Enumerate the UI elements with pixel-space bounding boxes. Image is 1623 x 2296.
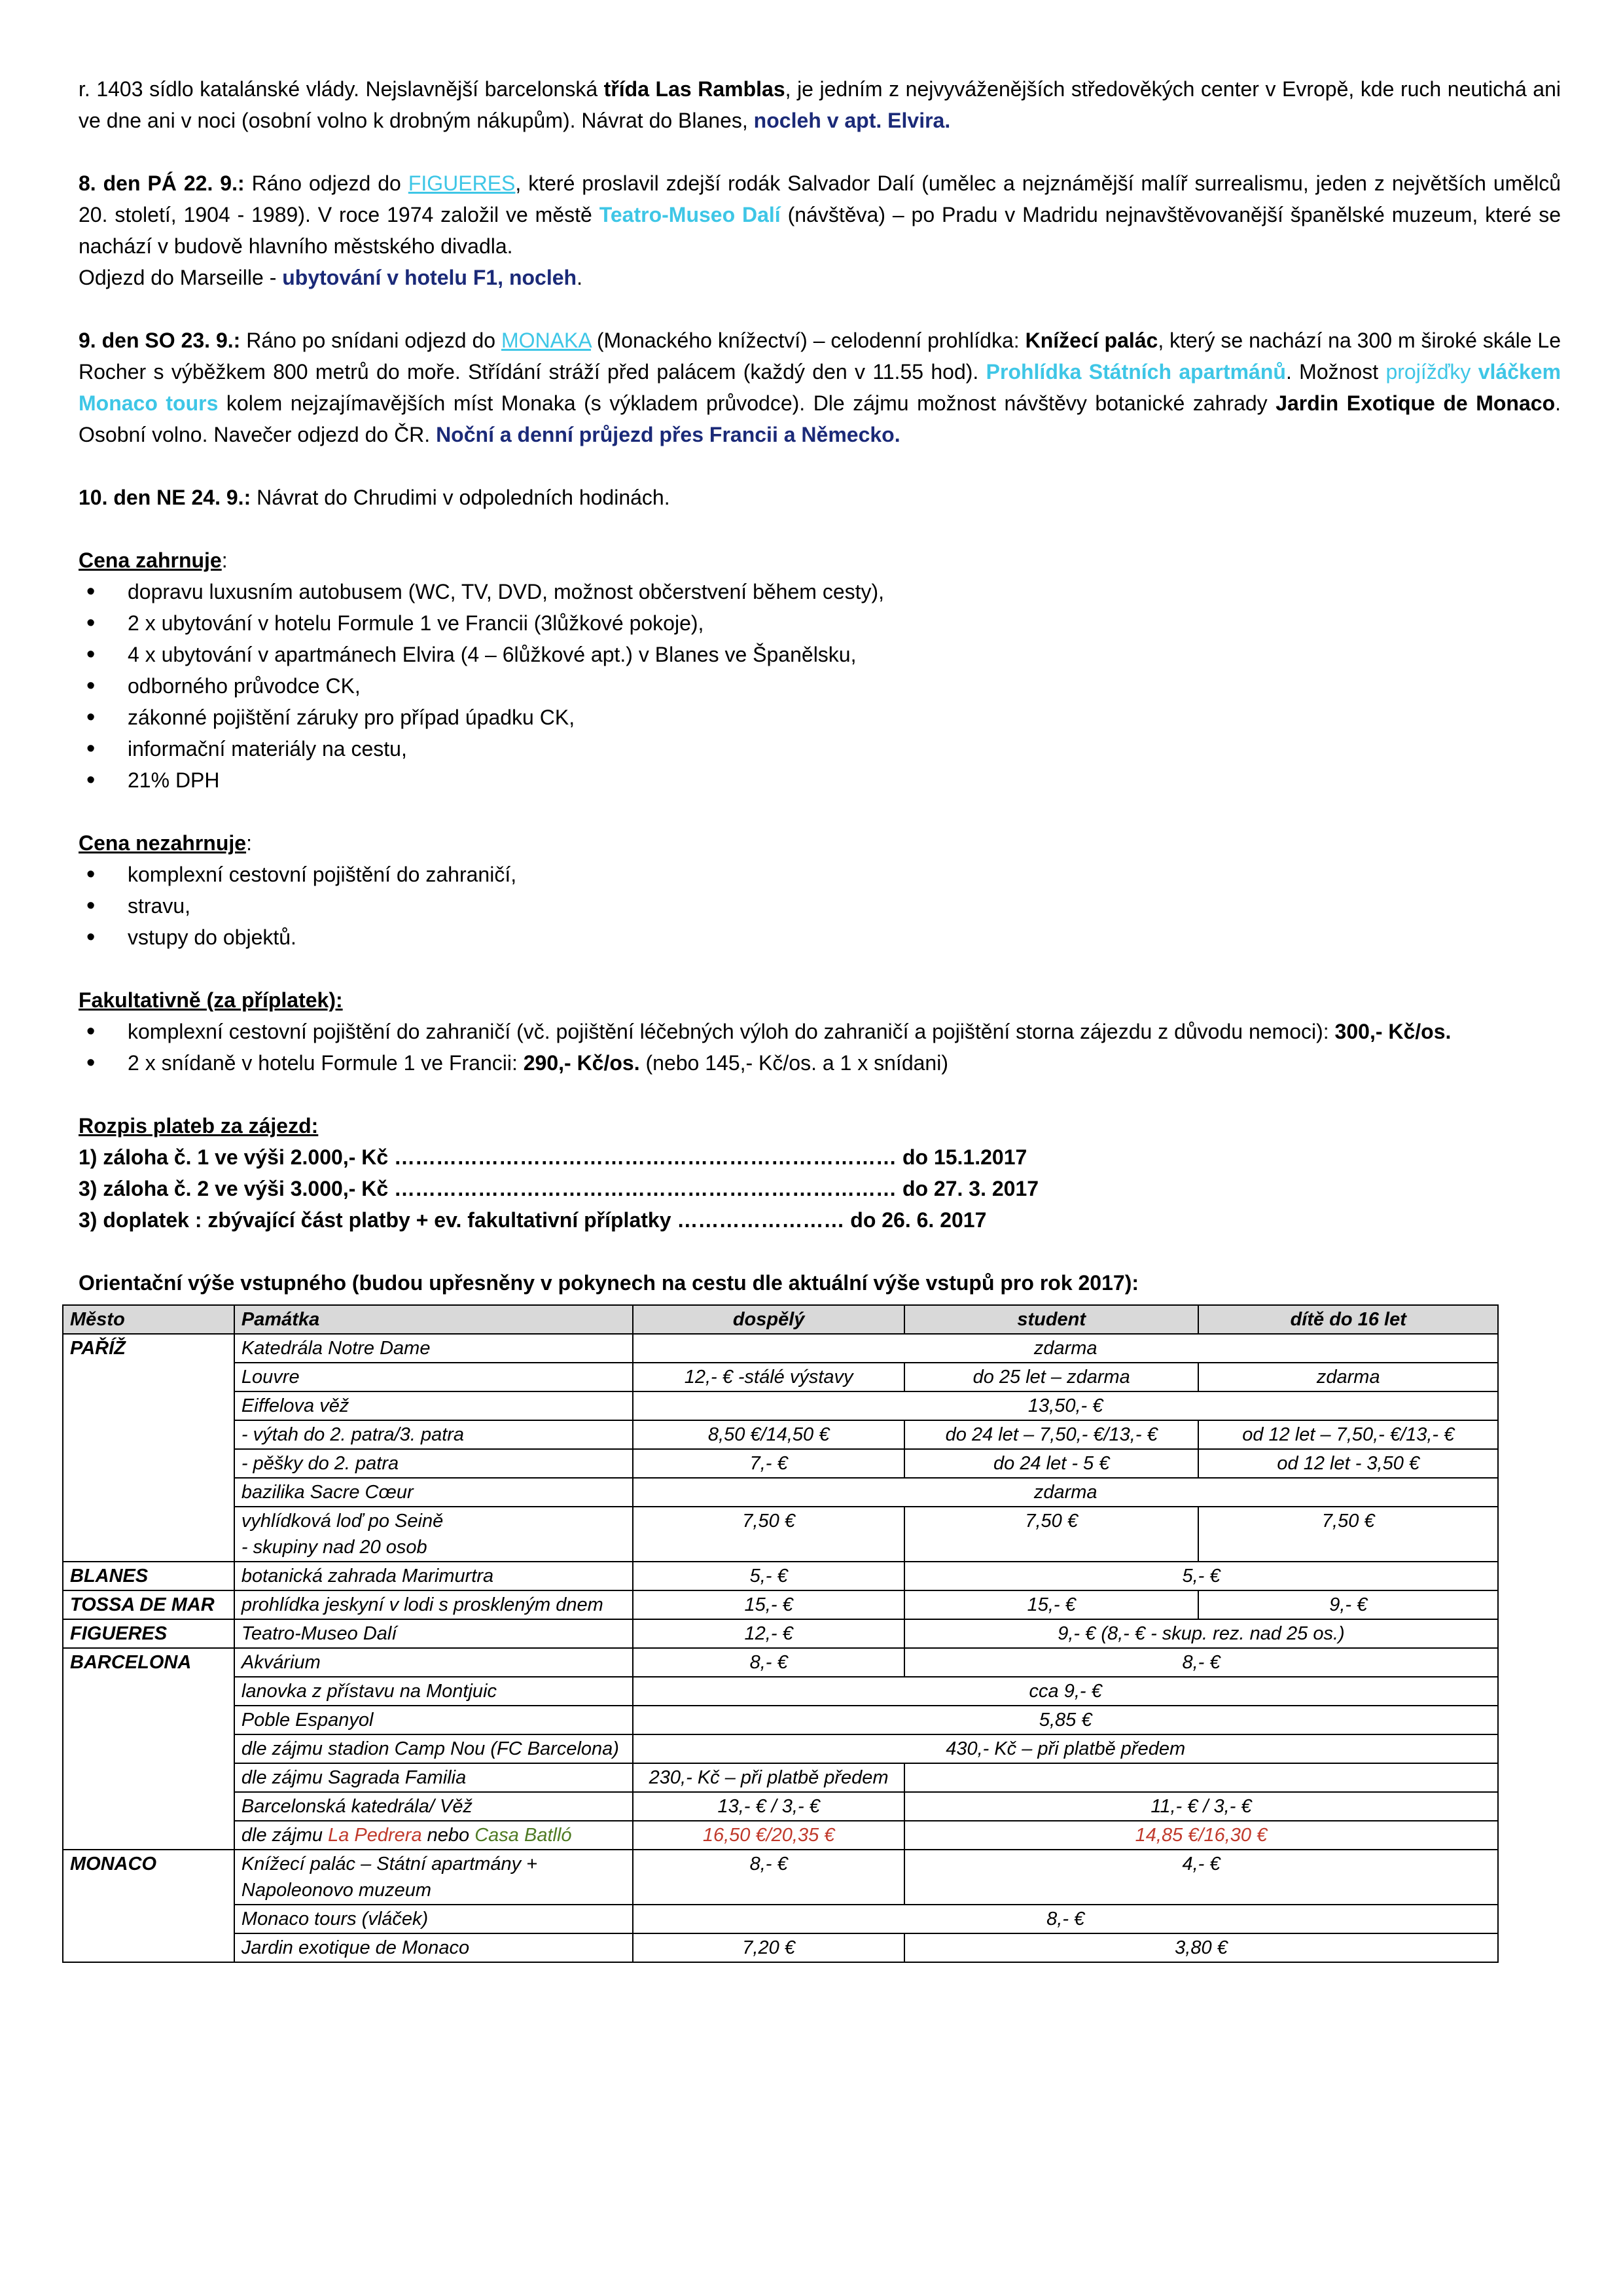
table-row <box>63 1391 1498 1420</box>
table-cell-empty <box>904 1763 1498 1792</box>
table-cell: Katedrála Notre Dame <box>234 1334 633 1363</box>
list-item: • vstupy do objektů. <box>79 922 1561 953</box>
list-item: • 21% DPH <box>79 764 1561 796</box>
table-row <box>63 1734 1498 1763</box>
included-heading <box>79 545 1561 576</box>
text-hotel-f1: ubytování v hotelu F1, nocleh <box>282 266 577 289</box>
text-transit: Noční a denní průjezd přes Francii a Německo. <box>436 423 901 446</box>
table-cell <box>904 1821 1498 1850</box>
table-cell: 9,- € <box>1198 1590 1498 1619</box>
included-list <box>79 576 1561 796</box>
table-row <box>63 1507 1498 1562</box>
table-cell: botanická zahrada Marimurtra <box>234 1562 633 1590</box>
text: , které proslavil zdejší rodák Salvador Dalí (umělec a nejznámější malíř surrealismu, jeden z největších umělců 20. století, 1904 - 1989). V roce 1974 založil ve městě <box>79 171 1561 226</box>
table-cell: Jardin exotique de Monaco <box>234 1933 633 1962</box>
list-item: • 4 x ubytování v apartmánech Elvira (4 – 6lůžkové apt.) v Blanes ve Španělsku, <box>79 639 1561 670</box>
header-city: Město <box>63 1305 234 1334</box>
text: . Osobní volno. Navečer odjezd do ČR. <box>79 391 1561 446</box>
cell-line: - skupiny nad 20 osob <box>241 1537 427 1558</box>
table-cell: 8,- € <box>633 1905 1498 1933</box>
table-row <box>63 1363 1498 1391</box>
table-cell: 3,80 € <box>904 1933 1498 1962</box>
table-cell: 4,- € <box>904 1850 1498 1905</box>
table-cell <box>234 1507 633 1562</box>
text: kolem nejzajímavějších míst Monaka (s výkladem průvodce). Dle zájmu možnost návštěvy botanické zahrady <box>218 391 1276 415</box>
table-cell: zdarma <box>1198 1363 1498 1391</box>
table-cell: 12,- € -stálé výstavy <box>633 1363 904 1391</box>
price: 300,- Kč/os. <box>1334 1020 1452 1043</box>
table-row <box>63 1648 1498 1677</box>
text: . Možnost <box>1285 360 1386 384</box>
text-casa-batllo: Casa Batlló <box>474 1825 572 1846</box>
text-nocleh: nocleh v apt. Elvira. <box>753 109 951 132</box>
payment-line: 3) doplatek : zbývající část platby + ev. fakultativní příplatky …………………… do 26. 6. 2017 <box>79 1208 987 1232</box>
cell-line: vyhlídková loď po Seině <box>241 1511 444 1532</box>
table-cell: bazilika Sacre Cœur <box>234 1478 633 1507</box>
day10-heading: 10. den NE 24. 9.: <box>79 486 251 509</box>
table-cell: od 12 let – 7,50,- €/13,- € <box>1198 1420 1498 1449</box>
day8-heading: 8. den PÁ 22. 9.: <box>79 171 245 195</box>
text-apartments: Prohlídka Státních apartmánů <box>986 360 1286 384</box>
text: komplexní cestovní pojištění do zahraničí (vč. pojištění léčebných výloh do zahraničí a pojištění storna zájezdu z důvodu nemoci): <box>128 1020 1335 1043</box>
table-cell: 7,20 € <box>633 1933 904 1962</box>
table-cell: 5,- € <box>904 1562 1498 1590</box>
table-row <box>63 1905 1498 1933</box>
table-cell: 15,- € <box>904 1590 1199 1619</box>
link-figueres[interactable]: FIGUERES <box>408 171 516 195</box>
link-monaka[interactable]: MONAKA <box>501 329 591 352</box>
table-row <box>63 1478 1498 1507</box>
optional-heading <box>79 984 1561 1016</box>
payment-title: Rozpis plateb za zájezd: <box>79 1114 319 1138</box>
table-cell: cca 9,- € <box>633 1677 1498 1706</box>
table-row <box>63 1706 1498 1734</box>
payment-line: 3) záloha č. 2 ve výši 3.000,- Kč ……………………………………………………………… do 27. 3. 2017 <box>79 1177 1039 1200</box>
table-cell: 8,- € <box>904 1648 1498 1677</box>
table-cell <box>633 1821 904 1850</box>
table-cell: zdarma <box>633 1478 1498 1507</box>
table-cell: 7,50 € <box>904 1507 1199 1562</box>
table-cell: 9,- € (8,- € - skup. rez. nad 25 os.) <box>904 1619 1498 1648</box>
table-cell: 8,50 €/14,50 € <box>633 1420 904 1449</box>
table-cell: 8,- € <box>633 1850 904 1905</box>
text-la-pedrera: La Pedrera <box>328 1825 422 1846</box>
table-row <box>63 1449 1498 1478</box>
document-page <box>79 73 1561 1299</box>
table-cell: Louvre <box>234 1363 633 1391</box>
text: , je jedním z nejvyváženějších středověkých center v Evropě, kde ruch neutichá ani ve dne ani v noci (osobní volno k drobným nákupům). Návrat do Blanes, <box>79 77 1561 132</box>
table-cell: 7,- € <box>633 1449 904 1478</box>
colon: : <box>221 548 228 572</box>
table-cell: Barcelonská katedrála/ Věž <box>234 1792 633 1821</box>
table-cell: do 24 let - 5 € <box>904 1449 1199 1478</box>
price-red: 16,50 €/20,35 € <box>702 1825 835 1846</box>
paragraph-barcelona <box>79 73 1561 136</box>
table-cell <box>234 1821 633 1850</box>
table-cell: dle zájmu stadion Camp Nou (FC Barcelona) <box>234 1734 633 1763</box>
table-cell: 12,- € <box>633 1619 904 1648</box>
header-student: student <box>904 1305 1199 1334</box>
text-ride: projížďky <box>1385 360 1471 384</box>
table-cell: - pěšky do 2. patra <box>234 1449 633 1478</box>
header-child: dítě do 16 let <box>1198 1305 1498 1334</box>
table-header-row <box>63 1305 1498 1334</box>
table-cell: 13,- € / 3,- € <box>633 1792 904 1821</box>
table-cell: 5,- € <box>633 1562 904 1590</box>
text: 2 x snídaně v hotelu Formule 1 ve Francii: <box>128 1051 524 1075</box>
table-cell: od 12 let - 3,50 € <box>1198 1449 1498 1478</box>
text: Ráno odjezd do <box>244 171 408 195</box>
text: (nebo 145,- Kč/os. a 1 x snídani) <box>639 1051 948 1075</box>
optional-list <box>79 1016 1561 1079</box>
list-item: • 2 x ubytování v hotelu Formule 1 ve Francii (3lůžkové pokoje), <box>79 607 1561 639</box>
table-row <box>63 1619 1498 1648</box>
table-cell: do 24 let – 7,50,- €/13,- € <box>904 1420 1199 1449</box>
table-row <box>63 1334 1498 1363</box>
text: Návrat do Chrudimi v odpoledních hodinách. <box>251 486 670 509</box>
table-row <box>63 1850 1498 1905</box>
colon: : <box>246 831 252 855</box>
table-cell: zdarma <box>633 1334 1498 1363</box>
table-cell: BLANES <box>63 1562 234 1590</box>
table-cell: dle zájmu Sagrada Familia <box>234 1763 633 1792</box>
table-cell: Eiffelova věž <box>234 1391 633 1420</box>
table-cell: 7,50 € <box>633 1507 904 1562</box>
paragraph-day9 <box>79 325 1561 450</box>
list-item: • komplexní cestovní pojištění do zahraničí, <box>79 859 1561 890</box>
text: (návštěva) – po Pradu v Madridu nejnavštěvovanější španělské muzeum, které se nachází v budově hlavního městského divadla. <box>79 203 1561 258</box>
list-item: • stravu, <box>79 890 1561 922</box>
table-cell: - výtah do 2. patra/3. patra <box>234 1420 633 1449</box>
entry-fees-table <box>62 1304 1499 1963</box>
table-cell: 230,- Kč – při platbě předem <box>633 1763 904 1792</box>
text: , který se nachází na 300 m široké skále Le Rocher s výběžkem 800 metrů do moře. Střídání stráží před palácem (každý den v 11.55 hod). <box>79 329 1561 384</box>
list-item <box>79 1016 1561 1047</box>
table-row <box>63 1420 1498 1449</box>
paragraph-day8 <box>79 168 1561 262</box>
list-item: • dopravu luxusním autobusem (WC, TV, DVD, možnost občerstvení během cesty), <box>79 576 1561 607</box>
text: Ráno po snídani odjezd do <box>240 329 502 352</box>
included-title: Cena zahrnuje <box>79 548 222 572</box>
text: r. 1403 sídlo katalánské vlády. Nejslavnější barcelonská <box>79 77 604 101</box>
header-adult: dospělý <box>633 1305 904 1334</box>
list-item: • odborného průvodce CK, <box>79 670 1561 702</box>
payment-schedule <box>79 1110 1561 1236</box>
table-cell: FIGUERES <box>63 1619 234 1648</box>
table-cell: 13,50,- € <box>633 1391 1498 1420</box>
payment-line: 1) záloha č. 1 ve výši 2.000,- Kč ……………………………………………………………… do 15.1.2017 <box>79 1145 1027 1169</box>
text-teatro-museo: Teatro-Museo Dalí <box>599 203 781 226</box>
table-cell: TOSSA DE MAR <box>63 1590 234 1619</box>
excluded-heading <box>79 827 1561 859</box>
text: . <box>577 266 582 289</box>
list-item: • zákonné pojištění záruky pro případ úpadku CK, <box>79 702 1561 733</box>
table-cell: Monaco tours (vláček) <box>234 1905 633 1933</box>
table-cell: do 25 let – zdarma <box>904 1363 1199 1391</box>
table-cell: 7,50 € <box>1198 1507 1498 1562</box>
header-sight: Památka <box>234 1305 633 1334</box>
table-cell: Poble Espanyol <box>234 1706 633 1734</box>
table-cell: prohlídka jeskyní v lodi s proskleným dnem <box>234 1590 633 1619</box>
optional-title: Fakultativně (za příplatek): <box>79 988 343 1012</box>
table-row <box>63 1677 1498 1706</box>
paragraph-day10 <box>79 482 1561 513</box>
table-cell: 430,- Kč – při platbě předem <box>633 1734 1498 1763</box>
day9-heading: 9. den SO 23. 9.: <box>79 329 241 352</box>
paragraph-day8-marseille <box>79 262 1561 293</box>
entry-fees-title <box>79 1267 1561 1299</box>
entry-title: Orientační výše vstupného (budou upřesněny v pokynech na cestu dle aktuální výše vstupů pro rok 2017): <box>79 1271 1139 1295</box>
text-jardin: Jardin Exotique de Monaco <box>1275 391 1556 415</box>
text-train: vláčkem Monaco tours <box>79 360 1561 415</box>
table-row <box>63 1562 1498 1590</box>
text: nebo <box>421 1825 475 1846</box>
table-row <box>63 1590 1498 1619</box>
excluded-list <box>79 859 1561 953</box>
table-cell: Teatro-Museo Dalí <box>234 1619 633 1648</box>
table-row <box>63 1763 1498 1792</box>
excluded-title: Cena nezahrnuje <box>79 831 247 855</box>
table-cell: 15,- € <box>633 1590 904 1619</box>
table-row <box>63 1792 1498 1821</box>
price-red: 14,85 €/16,30 € <box>1135 1825 1268 1846</box>
price: 290,- Kč/os. <box>523 1051 640 1075</box>
table-cell: Knížecí palác – Státní apartmány + Napoleonovo muzeum <box>234 1850 633 1905</box>
table-cell: lanovka z přístavu na Montjuic <box>234 1677 633 1706</box>
text: (Monackého knížectví) – celodenní prohlídka: <box>590 329 1026 352</box>
table-cell: Akvárium <box>234 1648 633 1677</box>
table-row <box>63 1933 1498 1962</box>
text: dle zájmu <box>241 1825 329 1846</box>
table-cell: BARCELONA <box>63 1648 234 1850</box>
table-cell: 5,85 € <box>633 1706 1498 1734</box>
text: Odjezd do Marseille - <box>79 266 283 289</box>
table-cell: 11,- € / 3,- € <box>904 1792 1498 1821</box>
table-cell: 8,- € <box>633 1648 904 1677</box>
table-cell: PAŘÍŽ <box>63 1334 234 1562</box>
text-las-ramblas: třída Las Ramblas <box>603 77 785 101</box>
table-cell: MONACO <box>63 1850 234 1962</box>
list-item <box>79 1047 1561 1079</box>
text-palace: Knížecí palác <box>1025 329 1158 352</box>
list-item: • informační materiály na cestu, <box>79 733 1561 764</box>
table-row <box>63 1821 1498 1850</box>
